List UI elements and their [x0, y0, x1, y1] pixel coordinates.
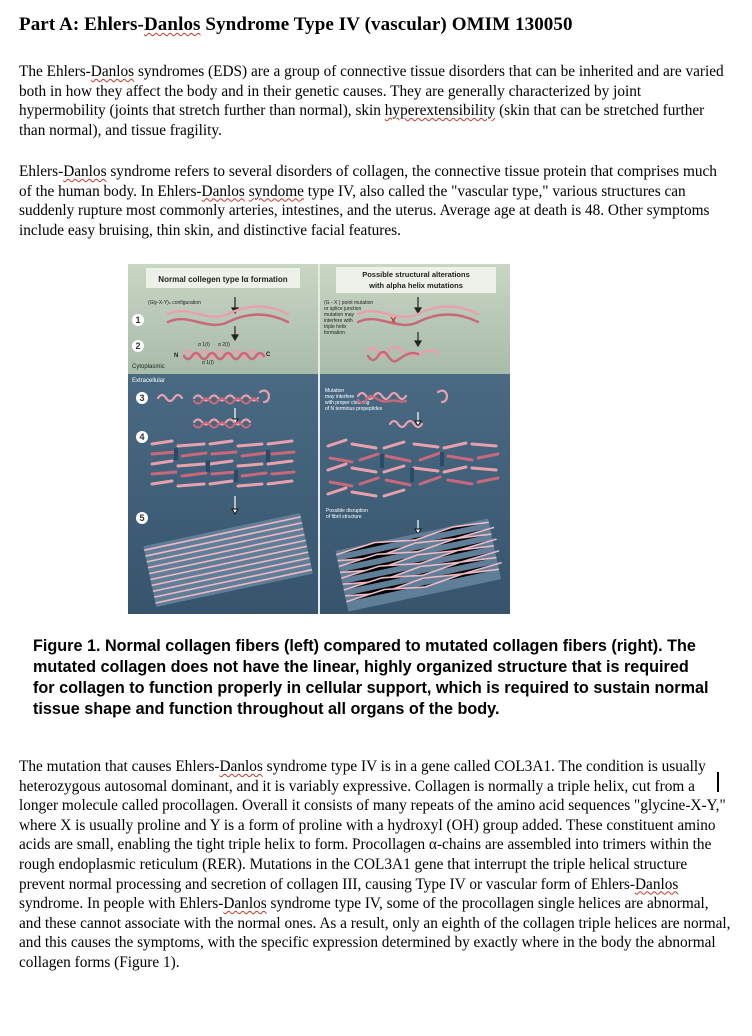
- paragraph-type-iv: [19, 162, 731, 240]
- right-note1-line4: interfere with: [324, 318, 353, 324]
- right-note1-line2: or splice junction: [324, 306, 362, 312]
- spellcheck-word: Danlos: [634, 875, 679, 893]
- collagen-diagram: [128, 264, 510, 614]
- text-cursor: [717, 772, 719, 792]
- spellcheck-word: Danlos: [223, 895, 267, 913]
- spellcheck-word: Danlos: [63, 163, 107, 180]
- gxy-label: (Gly-X-Y)ₙ configuration: [148, 300, 201, 306]
- text-run: syndrome. In people with Ehlers-: [19, 895, 224, 913]
- right-note1-line1: (G - X ) point mutation: [324, 300, 374, 306]
- text-run: syndrome type IV, some of the procollagen single helices are abnormal, and these cannot associate with the normal ones. As a result, only an eighth of the collagen triple helices are normal, and this causes the symptoms, with the specific expression determined by exactly where in the body the abnormal collagen forms (Figure 1).: [19, 895, 731, 971]
- chain-c-label: α 1(I): [202, 360, 214, 366]
- paragraph-intro: [19, 62, 731, 140]
- text-run: syndrome type IV is in a gene called COL3A1. The condition is usually heterozygous autosomal dominant, and it is variably expressive. Collagen is normally a triple helix, cut from a longer molecule called procollagen. Overall it consists of many repeats of the amino acid sequences "glycine-X-Y," where X is usually proline and Y is a form of proline with a hydroxyl (OH) group added. These constituent amino acids are small, enabling the tight triple helix to form. Procollagen α-chains are assembled into trimers within the rough endoplasmic reticulum (RER). Mutations in the COL3A1 gene that interrupt the triple helical structure prevent normal processing and secretion of collagen III, causing Type IV or vascular form of Ehlers-: [19, 758, 726, 893]
- step-5-label: 5: [139, 513, 145, 523]
- spellcheck-word: Danlos: [90, 63, 135, 80]
- right-note1-line5: triple helix: [324, 324, 347, 330]
- text-run: The mutation that causes Ehlers-: [19, 758, 220, 775]
- figure-caption: Figure 1. Normal collagen fibers (left) compared to mutated collagen fibers (right). The mutated collagen does not have the linear, highly organized structure that is required for collagen to function properly in cellular support, which is required to sustain normal tissue shape and function throughout all organs of the body.: [33, 637, 709, 718]
- mutation-x-mark: X: [390, 316, 397, 327]
- right-note2-line4: of N terminus propeptides: [325, 406, 383, 412]
- right-note2-line2: may interfere: [325, 394, 355, 400]
- right-note2-line1: Mutation: [325, 388, 345, 394]
- spellcheck-word: Danlos: [201, 182, 245, 200]
- right-header-line1: Possible structural alterations: [362, 270, 470, 279]
- left-header-text: Normal collegen type Iα formation: [158, 275, 288, 284]
- c-terminus-label: C: [266, 352, 271, 358]
- text-run: type IV, also called the "vascular type," various structures can suddenly rupture most commonly arteries, intestines, and the uterus. Average age at death is 48. Other symptoms include easy bruising, thin skin, and distinctive facial features.: [19, 182, 710, 239]
- text-run: Ehlers-: [19, 163, 64, 180]
- step-1-label: 1: [135, 315, 141, 325]
- right-header-line2: with alpha helix mutations: [369, 281, 463, 290]
- right-note3-line1: Possible disruption: [326, 508, 368, 514]
- step-4-label: 4: [139, 432, 145, 442]
- collagen-figure: [128, 264, 510, 614]
- spellcheck-word: hyperextensibility: [384, 102, 496, 120]
- title-text: Part A: Ehlers-: [19, 14, 144, 35]
- chain-b-label: α 2(I): [218, 342, 230, 348]
- cytoplasmic-label: Cytoplasmic: [132, 364, 165, 370]
- extracellular-label: Extracellular: [132, 378, 166, 384]
- title-text: Syndrome Type IV (vascular) OMIM 130050: [200, 14, 573, 35]
- step-2-label: 2: [135, 341, 141, 351]
- right-note1-line6: formation: [324, 330, 345, 336]
- n-terminus-label: N: [174, 353, 179, 359]
- step-3-label: 3: [139, 393, 145, 403]
- right-note2-line3: with proper cleaving: [325, 400, 370, 406]
- spellcheck-word: Danlos: [143, 14, 201, 35]
- text-run: The Ehlers-: [19, 63, 91, 80]
- text-run: (skin that can be stretched further than normal), and tissue fragility.: [19, 102, 705, 139]
- chain-a-label: α 1(I): [198, 342, 210, 348]
- right-note3-line2: of fibril structure: [326, 514, 362, 520]
- paragraph-mutation: [19, 757, 731, 973]
- spellcheck-word: syndome: [248, 182, 304, 200]
- text-run: syndrome refers to several disorders of collagen, the connective tissue protein that comprises much of the human body. In Ehlers-: [19, 163, 717, 200]
- page-title: [19, 14, 573, 36]
- text-run: syndromes (EDS) are a group of connective tissue disorders that can be inherited and are varied both in how they affect the body and in their genetic causes. They are generally characterized by joint hypermobility (joints that stretch further than normal), skin: [19, 63, 724, 120]
- right-note1-line3: mutation may: [324, 312, 355, 318]
- spellcheck-word: Danlos: [219, 758, 263, 775]
